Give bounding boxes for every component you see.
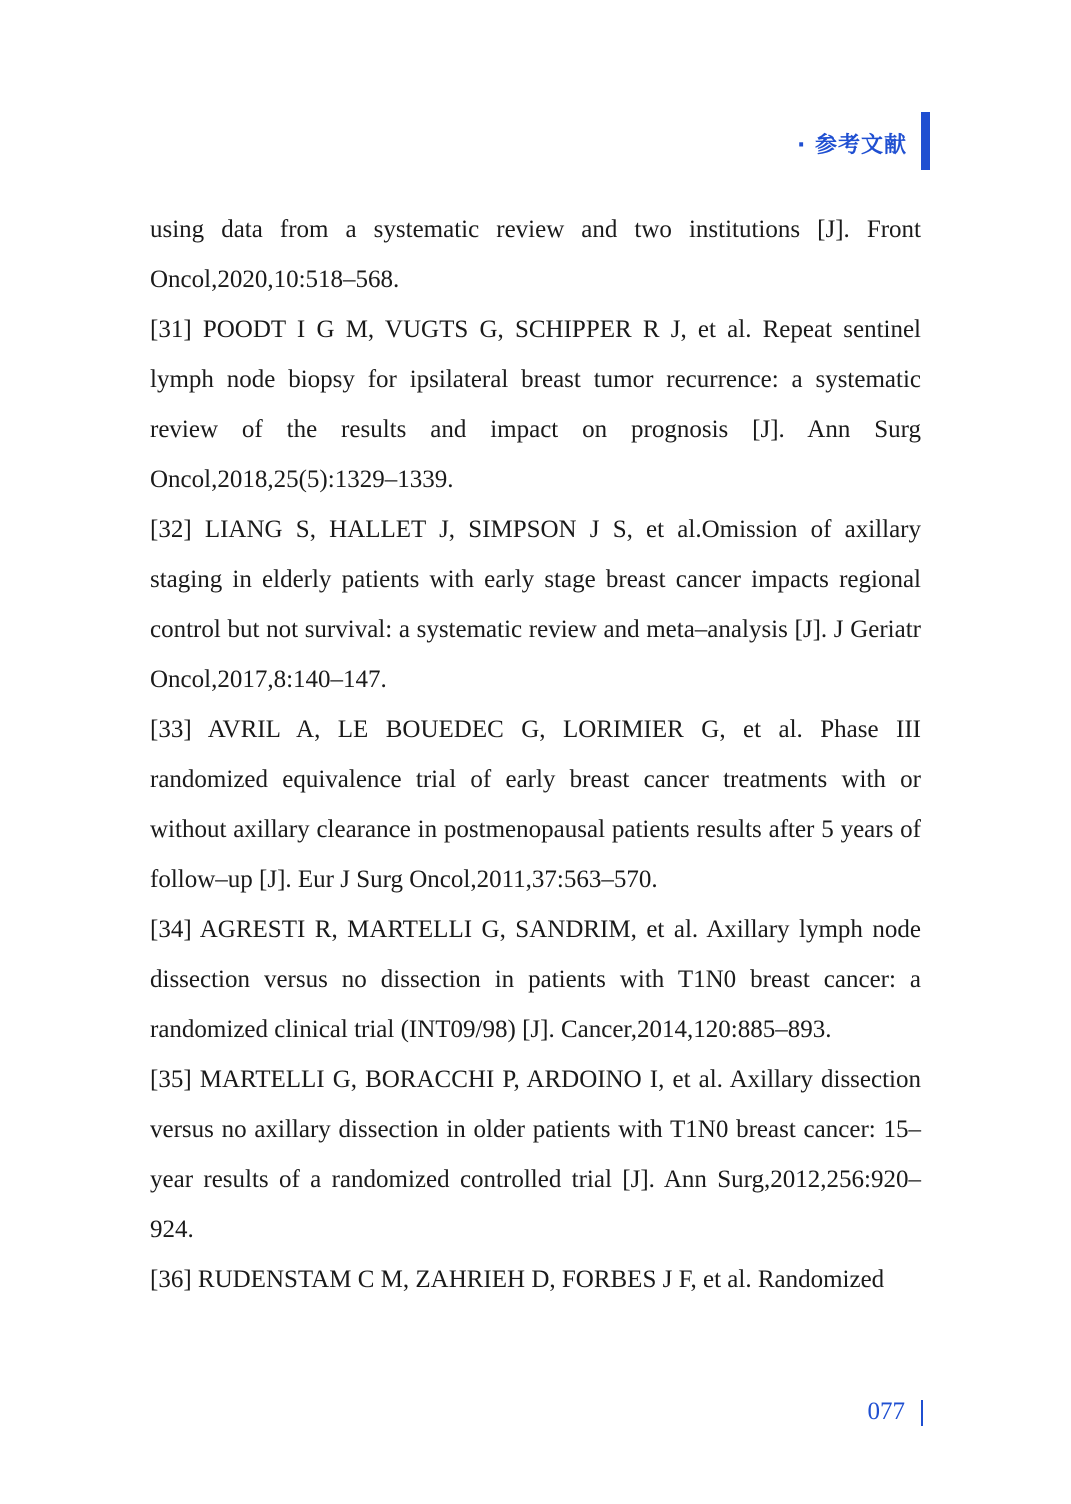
header-accent-bar	[921, 112, 930, 170]
reference-list	[150, 205, 921, 1305]
reference-entry: [35] MARTELLI G, BORACCHI P, ARDOINO I, et al. Axillary dissection versus no axillary dissection in older patients with T1N0 breast cancer: 15–year results of a randomized controlled trial [J]. Ann Surg,2012,256:920–924.	[150, 1066, 921, 1243]
footer-accent-bar	[921, 1400, 923, 1426]
reference-entry: using data from a systematic review and two institutions [J]. Front Oncol,2020,10:518–568.	[150, 216, 921, 293]
reference-entry: [33] AVRIL A, LE BOUEDEC G, LORIMIER G, et al. Phase III randomized equivalence trial of early breast cancer treatments with or without axillary clearance in postmenopausal patients results after 5 years of follow–up [J]. Eur J Surg Oncol,2011,37:563–570.	[150, 716, 921, 893]
page-number: 077	[867, 1398, 905, 1425]
page-footer	[868, 1392, 922, 1432]
reference-entry: [34] AGRESTI R, MARTELLI G, SANDRIM, et al. Axillary lymph node dissection versus no dissection in patients with T1N0 breast cancer: a randomized clinical trial (INT09/98) [J]. Cancer,2014,120:885–893.	[150, 916, 921, 1043]
reference-entry: [36] RUDENSTAM C M, ZAHRIEH D, FORBES J F, et al. Randomized	[150, 1266, 885, 1293]
section-title: · 参考文献	[796, 132, 907, 158]
reference-entry: [32] LIANG S, HALLET J, SIMPSON J S, et al.Omission of axillary staging in elderly patients with early stage breast cancer impacts regional control but not survival: a systematic review and meta–analysis [J]. J Geriatr Oncol,2017,8:140–147.	[150, 516, 921, 693]
reference-entry: [31] POODT I G M, VUGTS G, SCHIPPER R J, et al. Repeat sentinel lymph node biopsy for ipsilateral breast tumor recurrence: a systematic review of the results and impact on prognosis [J]. Ann Surg Oncol,2018,25(5):1329–1339.	[150, 316, 921, 493]
running-header	[797, 112, 921, 170]
